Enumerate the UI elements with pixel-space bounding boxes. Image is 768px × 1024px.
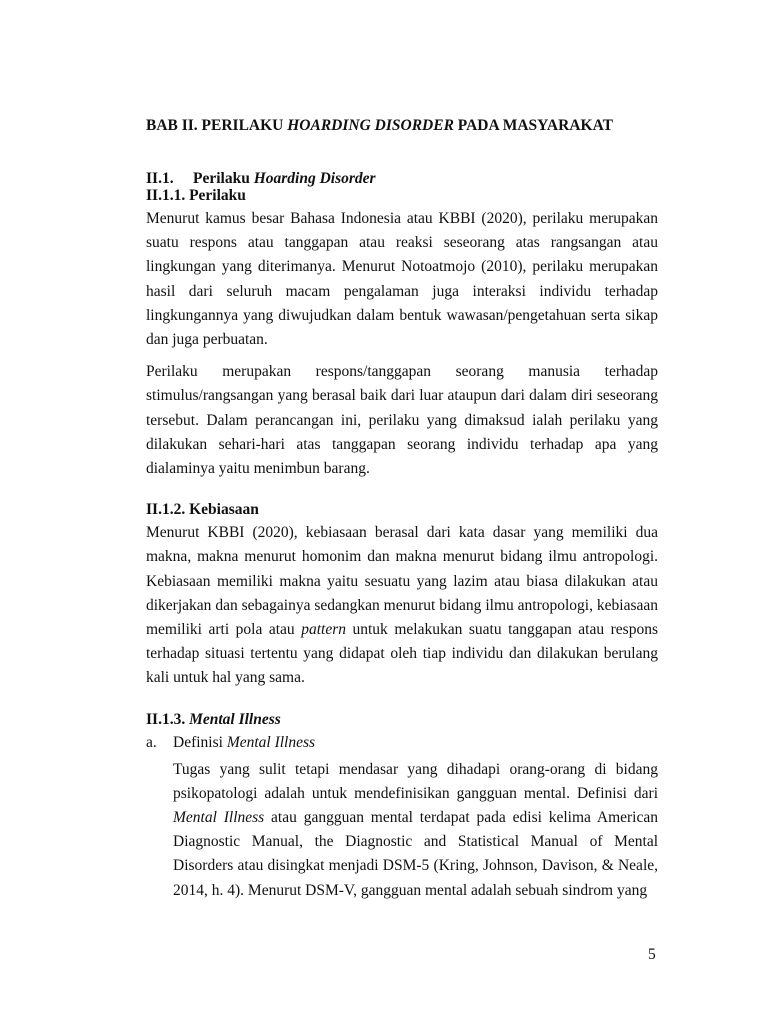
subsection-heading-II-1-1 xyxy=(146,187,658,204)
subsection-number: II.1.2. xyxy=(146,501,186,519)
paragraph-text-end: atau gangguan mental terdapat pada edisi kelima American Diagnostic Manual, the Diagnostic and Statistical Manual of Mental Disorders atau disingkat menjadi DSM-5 (Kring, Johnson, Davison, & Neale, 2014, h. 4). Menurut DSM-V, gangguan mental adalah sebuah sindrom yang xyxy=(173,809,659,899)
paragraph-italic-term: Mental Illness xyxy=(173,809,265,827)
paragraph-text: Menurut KBBI (2020), kebiasaan berasal dari kata dasar yang memiliki dua makna, makna menurut homonim dan makna menurut bidang ilmu antropologi. Kebiasaan memiliki makna yaitu sesuatu yang lazim atau biasa dilakukan atau dikerjakan dan sebagainya sedangkan menurut bidang ilmu antropologi, kebiasaan memiliki arti pola atau xyxy=(146,524,658,639)
chapter-heading-text-end: PADA MASYARAKAT xyxy=(453,117,613,134)
section-title-italic: Hoarding Disorder xyxy=(253,170,376,187)
paragraph-text: Tugas yang sulit tetapi mendasar yang dihadapi orang-orang di bidang psikopatologi adalah untuk mendefinisikan gangguan mental. Definisi dari xyxy=(173,760,658,802)
chapter-heading xyxy=(146,116,658,136)
list-letter: a. xyxy=(146,733,157,751)
list-item-title: Definisi xyxy=(173,733,227,751)
subsection-heading-II-1-3 xyxy=(146,711,658,728)
subsection-title-italic: Mental Illness xyxy=(189,710,281,728)
page-number: 5 xyxy=(648,946,656,963)
chapter-heading-text: BAB II. PERILAKU xyxy=(146,117,288,134)
paragraph-perilaku-1: Menurut kamus besar Bahasa Indonesia atau KBBI (2020), perilaku merupakan suatu respons atau tanggapan atau reaksi seseorang atas rangsangan atau lingkungan yang diterimanya. Menurut Notoatmojo (2010), perilaku merupakan hasil dari seluruh macam pengalaman juga interaksi individu terhadap lingkungannya yang diwujudkan dalam bentuk wawasan/pengetahuan serta sikap dan juga perbuatan. xyxy=(146,210,658,349)
chapter-heading-italic: HOARDING DISORDER xyxy=(287,117,454,134)
paragraph-kebiasaan xyxy=(146,521,658,690)
subsection-heading-II-1-2 xyxy=(146,501,658,518)
page-content xyxy=(146,116,658,903)
paragraph-perilaku-2: Perilaku merupakan respons/tanggapan seorang manusia terhadap stimulus/rangsangan yang berasal baik dari luar ataupun dari dalam diri seseorang tersebut. Dalam perancangan ini, perilaku yang dimaksud ialah perilaku yang dilakukan sehari-hari atas tanggapan seorang individu terhadap apa yang dialaminya yaitu menimbun barang. xyxy=(146,363,658,478)
list-item-title-italic: Mental Illness xyxy=(226,733,316,751)
paragraph-italic-term: pattern xyxy=(301,621,346,639)
subsection-number: II.1.1. xyxy=(146,187,186,204)
section-heading-II-1 xyxy=(146,170,658,187)
paragraph-text-end: untuk melakukan suatu tanggapan atau respons terhadap situasi tertentu yang didapat oleh tiap individu dan dilakukan berulang kali untuk hal yang sama. xyxy=(146,621,658,687)
subsection-title: Kebiasaan xyxy=(189,501,259,519)
subsection-title: Perilaku xyxy=(189,187,246,204)
section-number: II.1. xyxy=(146,170,174,187)
list-item-a xyxy=(146,731,658,755)
paragraph-mental-illness xyxy=(173,758,658,903)
subsection-number: II.1.3. xyxy=(146,710,186,728)
section-title: Perilaku xyxy=(193,170,254,187)
